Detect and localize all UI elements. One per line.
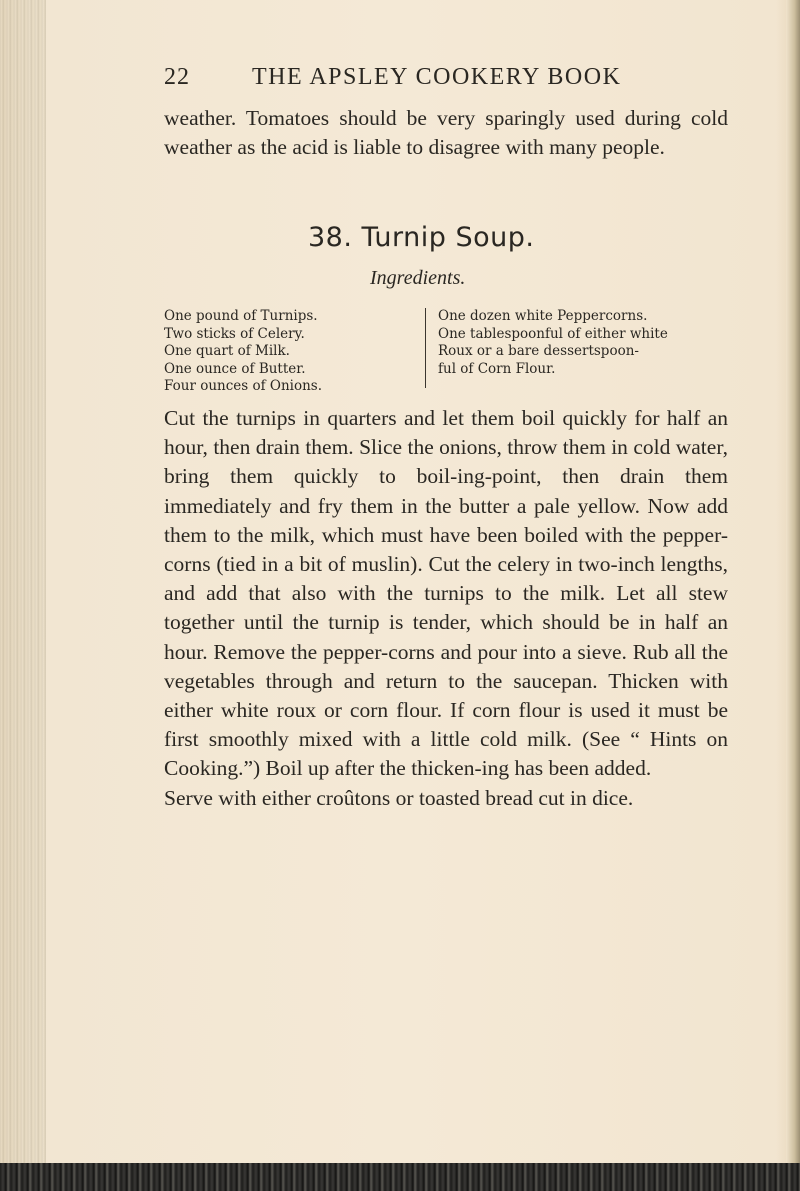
recipe-title: 38. Turnip Soup.: [308, 222, 535, 253]
ingredients-right-column: [438, 308, 728, 378]
ingredient-item: Four ounces of Onions.: [164, 378, 323, 394]
ingredient-item: ful of Corn Flour.: [438, 360, 556, 377]
ingredient-item: One tablespoonful of either white: [438, 325, 668, 342]
page-bottom-edge: [0, 1163, 800, 1191]
method-paragraph: Cut the turnips in quarters and let them boil quickly for half an hour, then drain them. Slice the onions, throw them in cold water, bring them quickly to boil-ing-point, then drain them immediately and fry them in the butter a pale yellow. Now add them to the milk, which must have been boiled with the pepper-corns (tied in a bit of muslin). Cut the celery in two-inch lengths, and add that also with the turnips to the milk. Let all stew together until the turnip is tender, which should be in half an hour. Remove the pepper-corns and pour into a sieve. Rub all the vegetables through and return to the saucepan. Thicken with either white roux or corn flour. If corn flour is used it must be first smoothly mixed with a little cold milk. (See “ Hints on Cooking.”) Boil up after the thicken-ing has been added.: [164, 406, 728, 781]
ingredient-item: One pound of Turnips.: [164, 308, 318, 324]
ingredient-item: Roux or a bare dessertspoon-: [438, 343, 639, 359]
page-spine-shadow: [0, 0, 46, 1191]
page-header: [164, 56, 724, 96]
ingredients-heading: Ingredients.: [370, 267, 466, 289]
method-section: [164, 404, 728, 813]
ingredients-divider: [425, 308, 426, 388]
ingredient-item: One quart of Milk.: [164, 343, 290, 359]
page-right-edge: [786, 0, 800, 1191]
ingredient-item: Two sticks of Celery.: [164, 325, 305, 342]
running-head: THE APSLEY COOKERY BOOK: [252, 64, 622, 90]
page-number: 22: [164, 64, 190, 90]
ingredient-item: One dozen white Peppercorns.: [438, 308, 648, 324]
ingredient-item: One ounce of Butter.: [164, 360, 306, 377]
ingredients-left-column: [164, 308, 404, 396]
serving-paragraph: Serve with either croûtons or toasted bread cut in dice.: [164, 785, 634, 810]
continuation-paragraph: weather. Tomatoes should be very sparingly used during cold weather as the acid is liable to disagree with many people.: [164, 106, 728, 159]
